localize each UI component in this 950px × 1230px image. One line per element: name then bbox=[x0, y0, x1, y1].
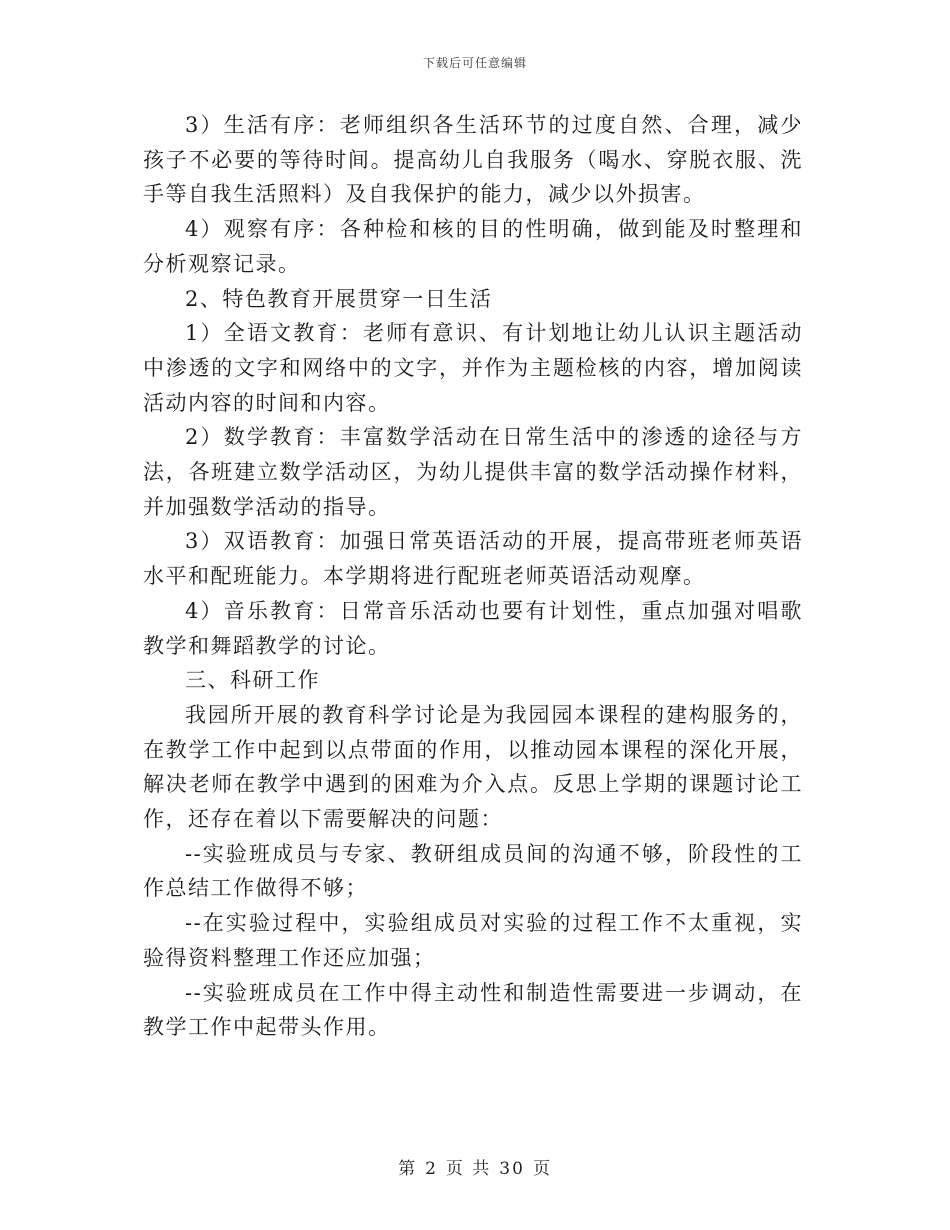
document-body bbox=[143, 108, 803, 1045]
page-total: 30 bbox=[499, 1159, 525, 1179]
page-header: 下载后可任意编辑 bbox=[422, 56, 527, 70]
paragraph-life-order: 3）生活有序：老师组织各生活环节的过度自然、合理，减少孩子不必要的等待时间。提高幼儿自我服务（喝水、穿脱衣服、洗手等自我生活照料）及自我保护的能力，减少以外损害。 bbox=[143, 113, 803, 207]
section-heading-research: 三、科研工作 bbox=[185, 668, 320, 693]
page-footer-suffix: 页 bbox=[532, 1159, 552, 1179]
page-footer-middle: 页 共 bbox=[445, 1159, 492, 1179]
paragraph-issue-communication: --实验班成员与专家、教研组成员间的沟通不够，阶段性的工作总结工作做得不够； bbox=[143, 841, 803, 901]
paragraph-observation-order: 4）观察有序：各种检和核的目的性明确，做到能及时整理和分析观察记录。 bbox=[143, 217, 803, 276]
section-heading-feature-education: 2、特色教育开展贯穿一日生活 bbox=[185, 286, 493, 311]
paragraph-language-education: 1）全语文教育：老师有意识、有计划地让幼儿认识主题活动中渗透的文字和网络中的文字，并作为主题检核的内容，增加阅读活动内容的时间和内容。 bbox=[143, 321, 803, 415]
page-number: 2 bbox=[425, 1159, 438, 1179]
paragraph-math-education: 2）数学教育：丰富数学活动在日常生活中的渗透的途径与方法，各班建立数学活动区，为幼儿提供丰富的数学活动操作材料，并加强数学活动的指导。 bbox=[143, 425, 803, 519]
paragraph-issue-process: --在实验过程中，实验组成员对实验的过程工作不太重视，实验得资料整理工作还应加强； bbox=[143, 911, 803, 970]
page-footer bbox=[0, 1154, 950, 1179]
paragraph-research-intro: 我园所开展的教育科学讨论是为我园园本课程的建构服务的，在教学工作中起到以点带面的作用，以推动园本课程的深化开展，解决老师在教学中遇到的困难为介入点。反思上学期的课题讨论工作，还存在着以下需要解决的问题： bbox=[143, 702, 803, 832]
page-footer-prefix: 第 bbox=[398, 1159, 418, 1179]
paragraph-issue-initiative: --实验班成员在工作中得主动性和制造性需要进一步调动，在教学工作中起带头作用。 bbox=[143, 980, 803, 1040]
paragraph-bilingual-education: 3）双语教育：加强日常英语活动的开展，提高带班老师英语水平和配班能力。本学期将进行配班老师英语活动观摩。 bbox=[143, 529, 803, 589]
paragraph-music-education: 4）音乐教育：日常音乐活动也要有计划性，重点加强对唱歌教学和舞蹈教学的讨论。 bbox=[143, 598, 803, 658]
